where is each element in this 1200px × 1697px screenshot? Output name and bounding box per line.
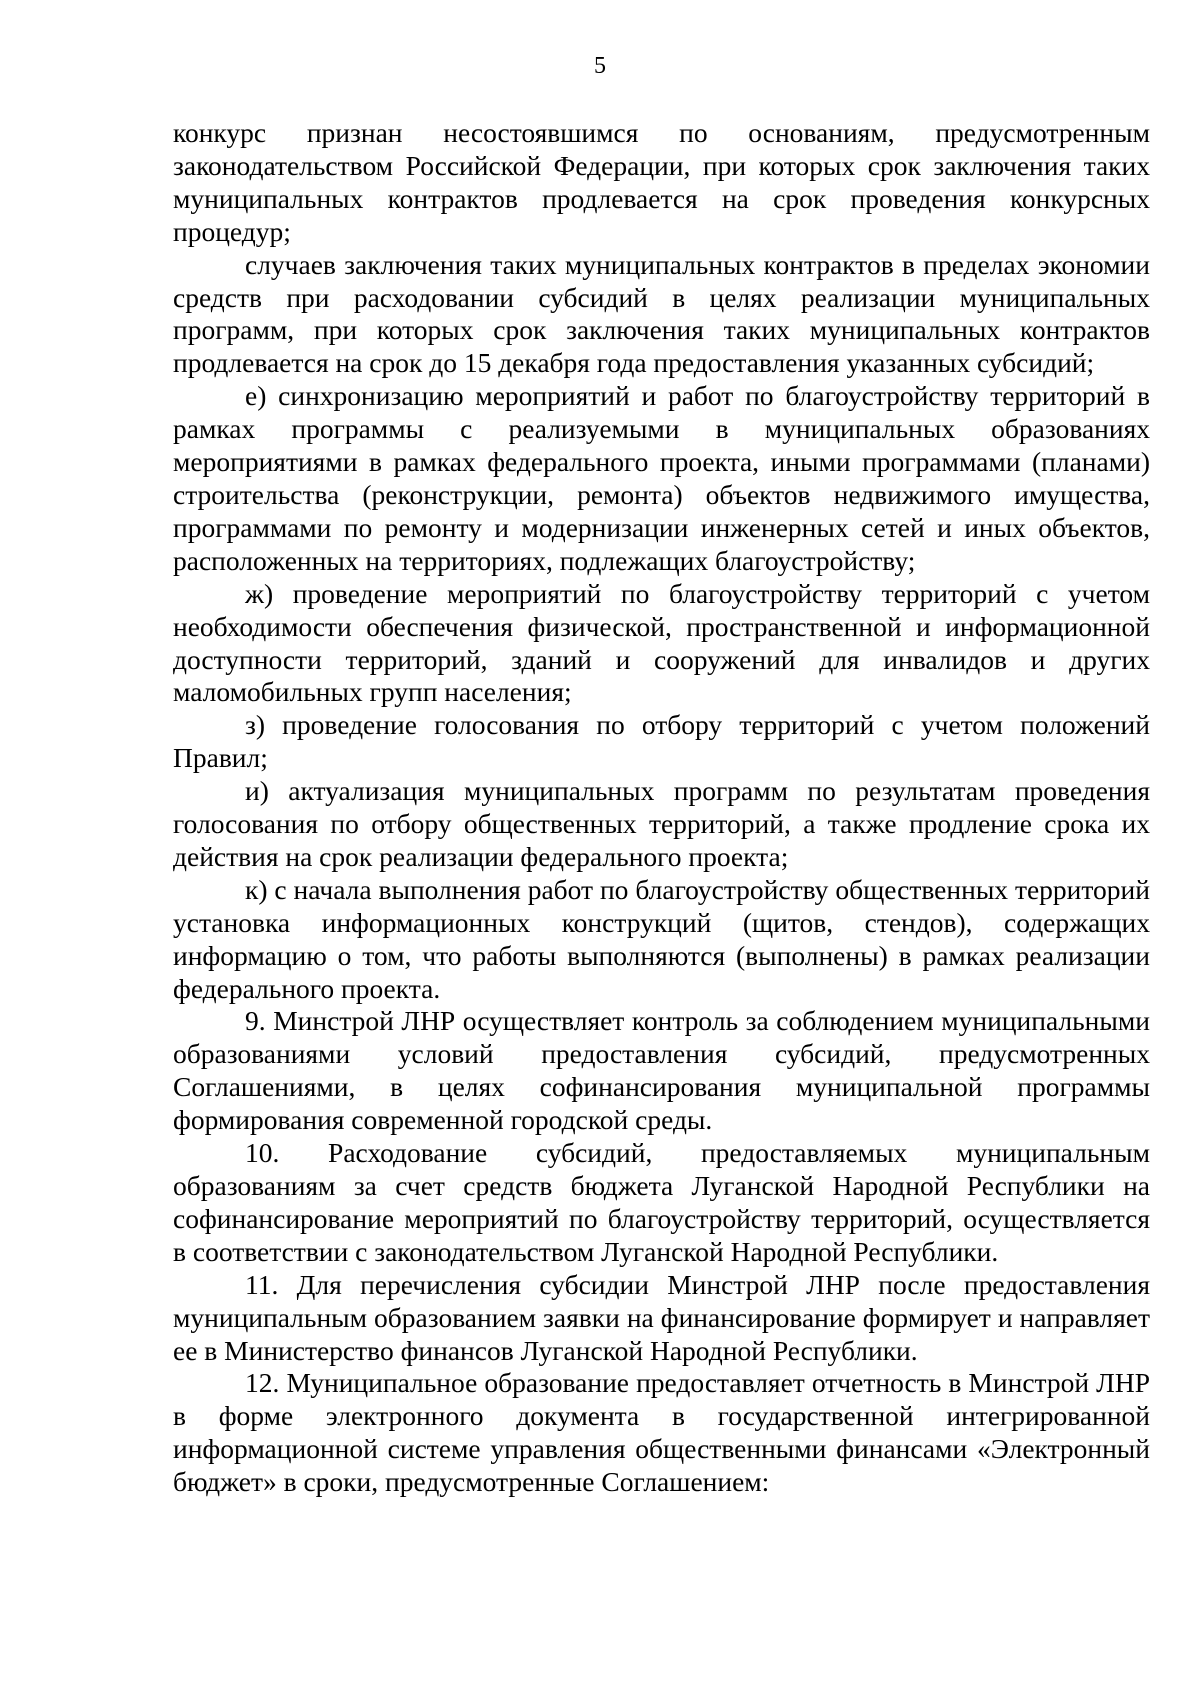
document-body: [173, 117, 1150, 1499]
page-number: 5: [594, 53, 606, 79]
paragraph-item-e: е) синхронизацию мероприятий и работ по благоустройству территорий в рамках программы с реализуемыми в муниципальных образованиях мероприятиями в рамках федерального проекта, иными программами (планами) строительства (реконструкции, ремонта) объектов недвижимого имущества, программами по ремонту и модернизации инженерных сетей и иных объектов, расположенных на территориях, подлежащих благоустройству;: [173, 380, 1150, 576]
paragraph-clause-11: 11. Для перечисления субсидии Минстрой ЛНР после предоставления муниципальным образованием заявки на финансирование формирует и направляет ее в Министерство финансов Луганской Народной Республики.: [173, 1268, 1150, 1366]
paragraph-item-z: з) проведение голосования по отбору территорий с учетом положений Правил;: [173, 709, 1150, 774]
paragraph-contract-term-continuation: конкурс признан несостоявшимся по основаниям, предусмотренным законодательством Российской Федерации, при которых срок заключения таких муниципальных контрактов продлевается на срок проведения конкурсных процедур;: [173, 117, 1150, 247]
paragraph-clause-9: 9. Минстрой ЛНР осуществляет контроль за соблюдением муниципальными образованиями условий предоставления субсидий, предусмотренных Соглашениями, в целях софинансирования муниципальной программы формирования современной городской среды.: [173, 1005, 1150, 1136]
paragraph-savings-contracts: случаев заключения таких муниципальных контрактов в пределах экономии средств при расходовании субсидий в целях реализации муниципальных программ, при которых срок заключения таких муниципальных контрактов продлевается на срок до 15 декабря года предоставления указанных субсидий;: [173, 248, 1150, 379]
paragraph-clause-12: 12. Муниципальное образование предоставляет отчетность в Минстрой ЛНР в форме электронного документа в государственной интегрированной информационной системе управления общественными финансами «Электронный бюджет» в сроки, предусмотренные Соглашением:: [173, 1367, 1150, 1498]
paragraph-item-zh: ж) проведение мероприятий по благоустройству территорий с учетом необходимости обеспечения физической, пространственной и информационной доступности территорий, зданий и сооружений для инвалидов и других маломобильных групп населения;: [173, 577, 1150, 708]
paragraph-item-k: к) с начала выполнения работ по благоустройству общественных территорий установка информационных конструкций (щитов, стендов), содержащих информацию о том, что работы выполняются (выполнены) в рамках реализации федерального проекта.: [173, 873, 1150, 1004]
paragraph-clause-10: 10. Расходование субсидий, предоставляемых муниципальным образованиям за счет средств бюджета Луганской Народной Республики на софинансирование мероприятий по благоустройству территорий, осуществляется в соответствии с законодательством Луганской Народной Республики.: [173, 1137, 1150, 1267]
paragraph-item-i: и) актуализация муниципальных программ по результатам проведения голосования по отбору общественных территорий, а также продление срока их действия на срок реализации федерального проекта;: [173, 775, 1150, 872]
